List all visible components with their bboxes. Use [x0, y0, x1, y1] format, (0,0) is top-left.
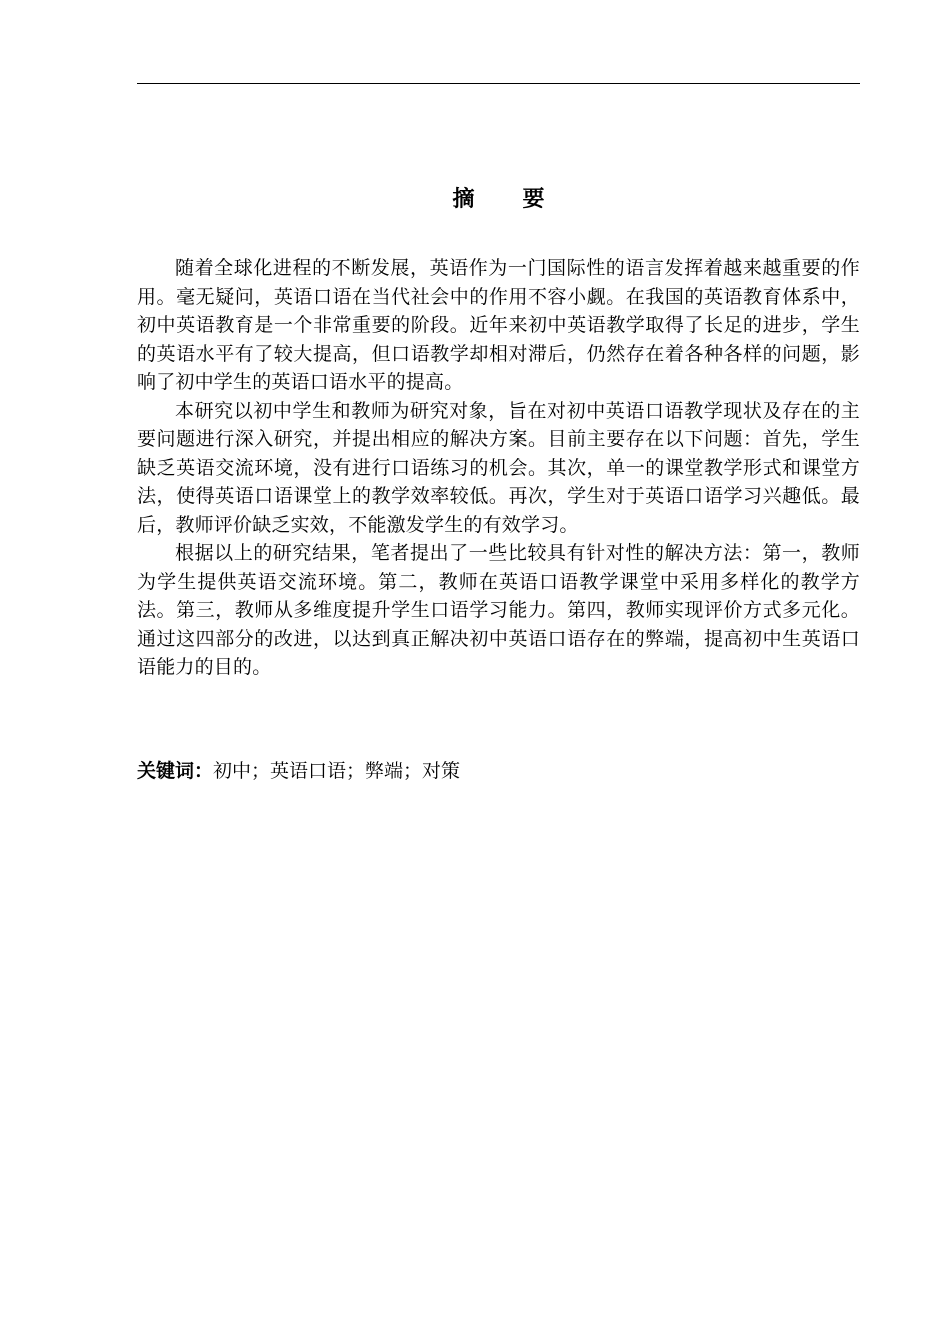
abstract-body: [137, 254, 860, 682]
keywords-value: 初中；英语口语；弊端；对策: [213, 760, 461, 782]
keywords-label: 关键词：: [137, 760, 214, 782]
abstract-title-char-2: 要: [522, 187, 545, 212]
abstract-title: [137, 184, 860, 216]
abstract-title-char-1: 摘: [452, 187, 475, 212]
abstract-paragraph-2: 本研究以初中学生和教师为研究对象，旨在对初中英语口语教学现状及存在的主要问题进行深入研究，并提出相应的解决方案。目前主要存在以下问题：首先，学生缺乏英语交流环境，没有进行口语练习的机会。其次，单一的课堂教学形式和课堂方法，使得英语口语课堂上的教学效率较低。再次，学生对于英语口语学习兴趣低。最后，教师评价缺乏实效，不能激发学生的有效学习。: [137, 399, 860, 536]
abstract-paragraph-3: 根据以上的研究结果，笔者提出了一些比较具有针对性的解决方法：第一，教师为学生提供英语交流环境。第二，教师在英语口语教学课堂中采用多样化的教学方法。第三，教师从多维度提升学生口语学习能力。第四，教师实现评价方式多元化。通过这四部分的改进，以达到真正解决初中英语口语存在的弊端，提高初中生英语口语能力的目的。: [137, 542, 860, 678]
header-rule: [137, 83, 860, 84]
keywords-line: [137, 757, 860, 785]
abstract-paragraph-1: 随着全球化进程的不断发展，英语作为一门国际性的语言发挥着越来越重要的作用。毫无疑问，英语口语在当代社会中的作用不容小觑。在我国的英语教育体系中，初中英语教育是一个非常重要的阶段。近年来初中英语教学取得了长足的进步，学生的英语水平有了较大提高，但口语教学却相对滞后，仍然存在着各种各样的问题，影响了初中学生的英语口语水平的提高。: [137, 257, 860, 393]
